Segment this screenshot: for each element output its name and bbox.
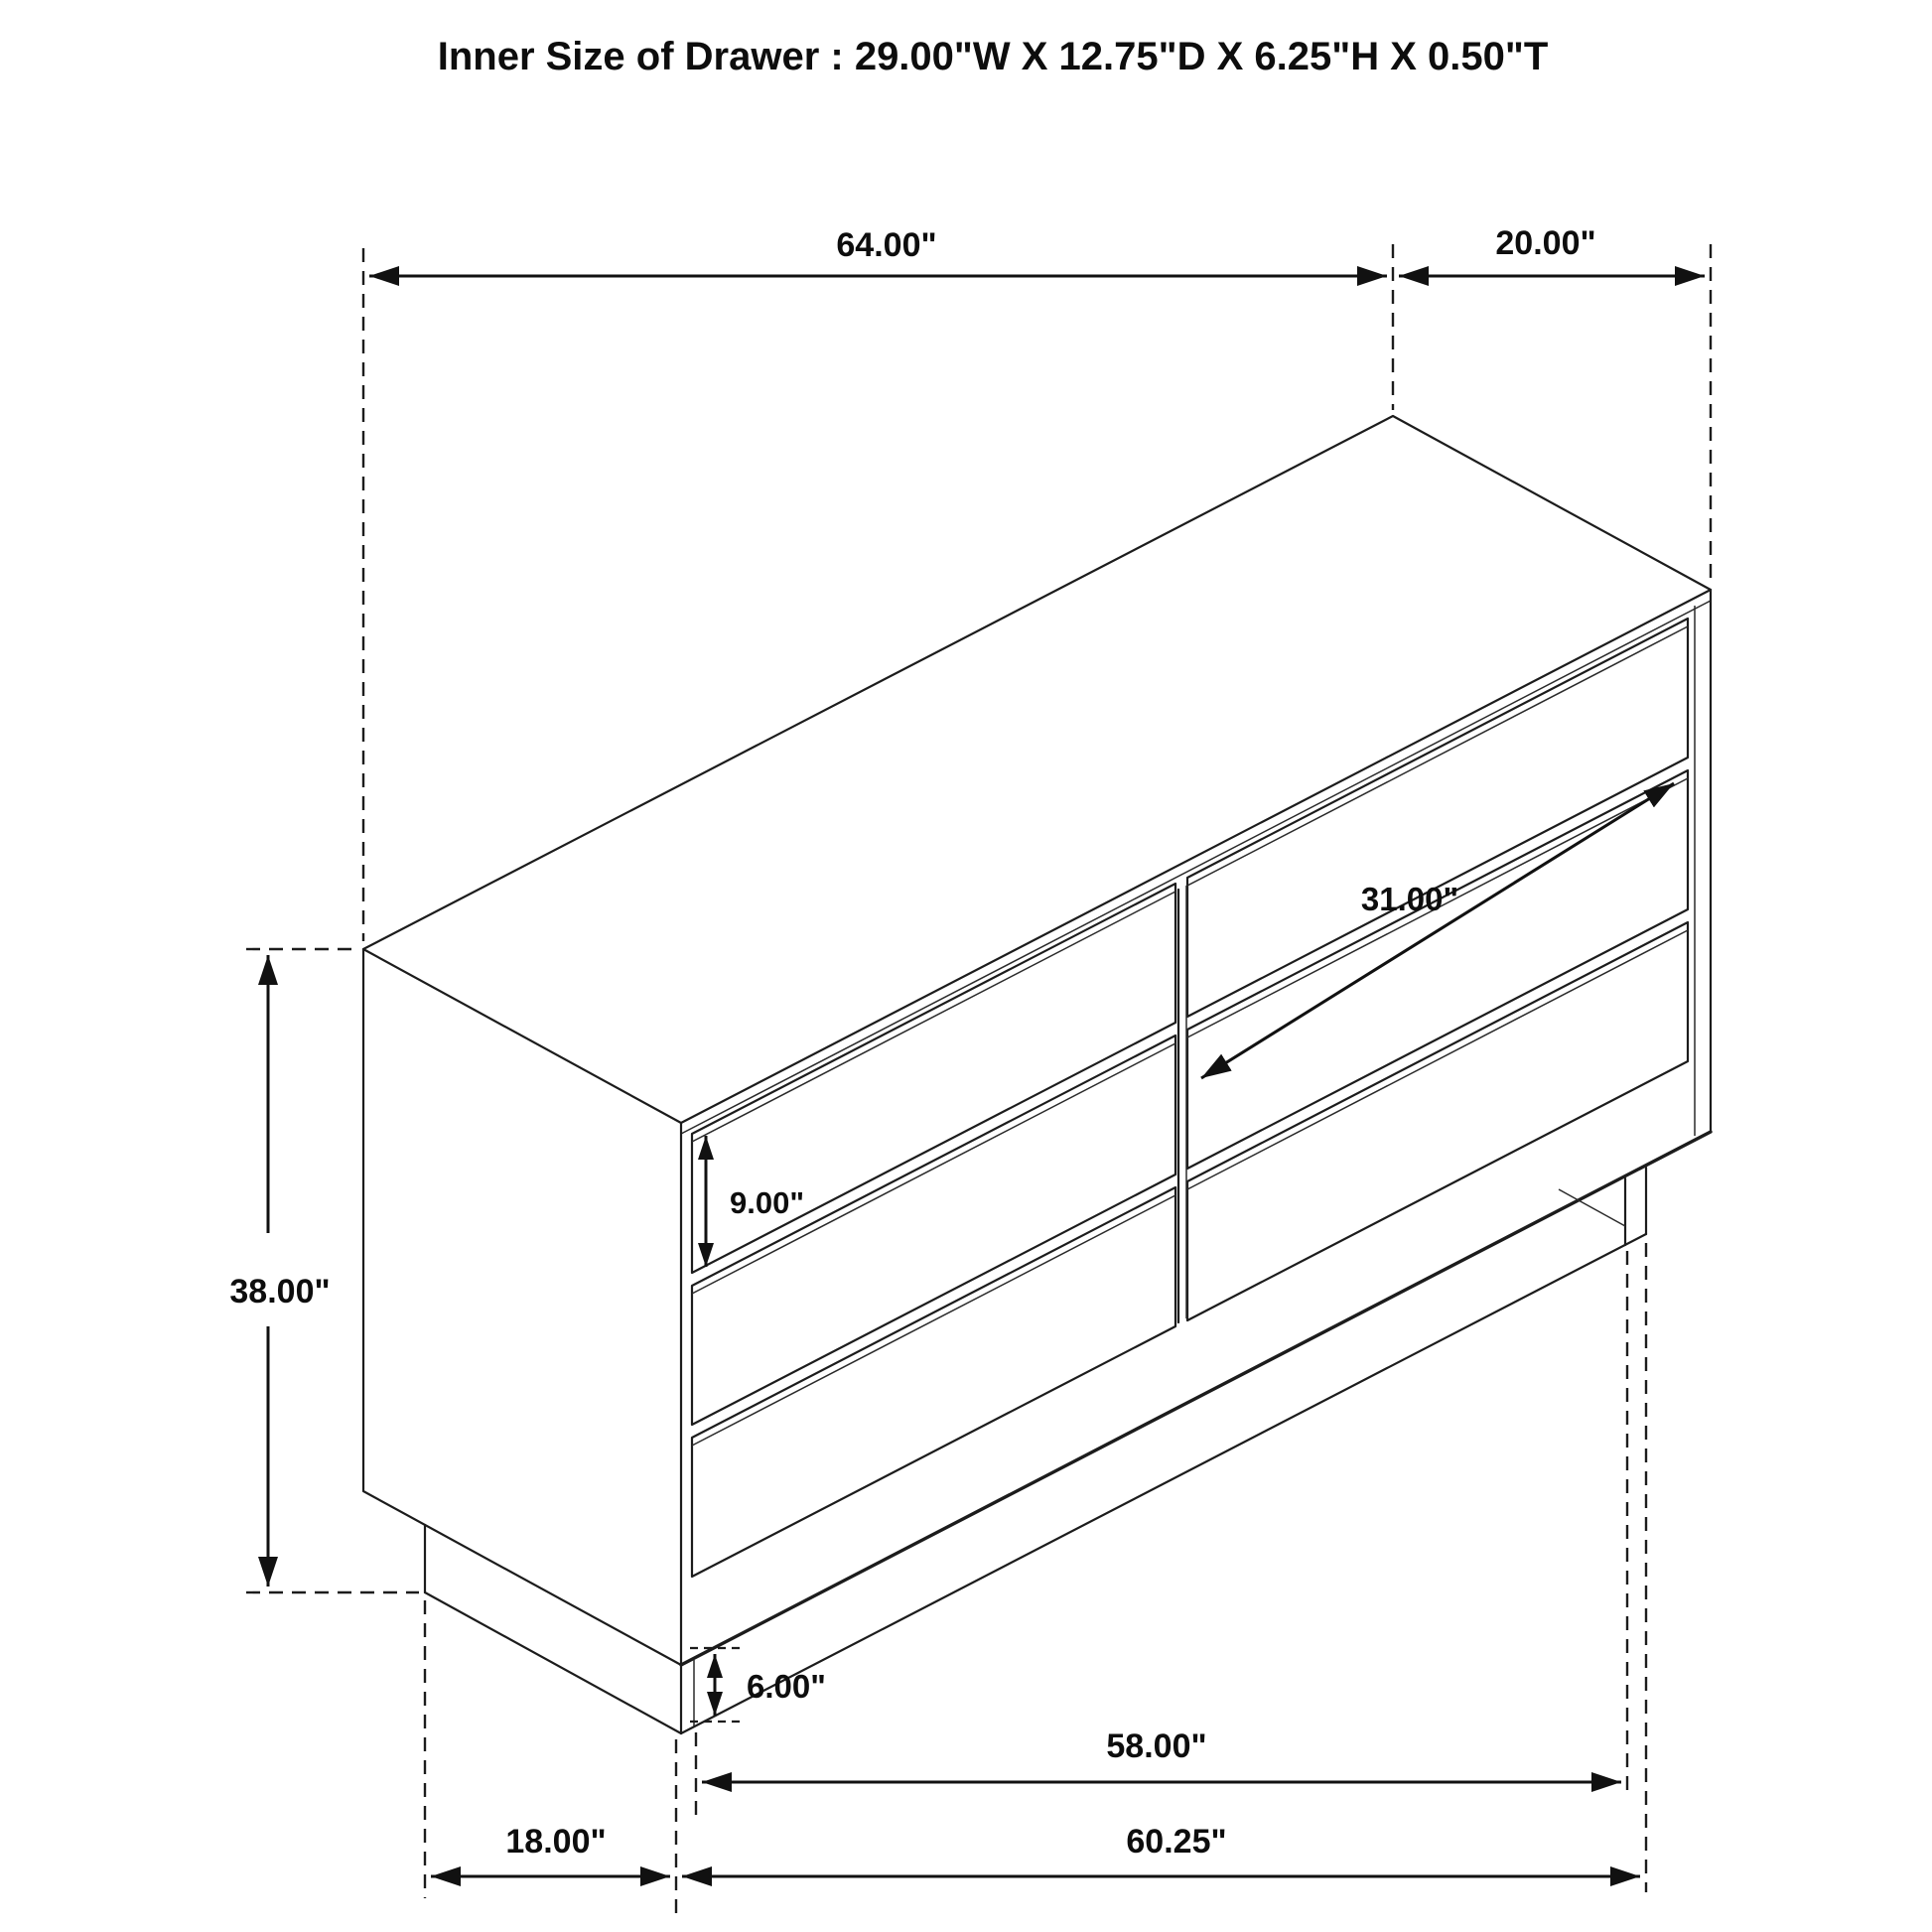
dim-label-depth-20: 20.00" xyxy=(1495,224,1596,262)
drawer-right-bottom xyxy=(1187,922,1688,1320)
drawer-left-bottom-bevel xyxy=(692,1195,1175,1446)
drawer-fronts xyxy=(692,619,1688,1577)
dim-label-height-38: 38.00" xyxy=(229,1273,331,1311)
dim-label-base-inner-58: 58.00" xyxy=(1106,1727,1207,1765)
drawer-left-middle-bevel xyxy=(692,1043,1175,1294)
drawer-left-bottom xyxy=(692,1187,1175,1577)
plinth-left-bottom-edge xyxy=(425,1592,681,1733)
dim-label-drawer-height-9: 9.00" xyxy=(730,1185,805,1220)
cabinet-outline xyxy=(363,416,1711,1665)
drawer-left-top-bevel xyxy=(692,892,1175,1142)
diagram-title: Inner Size of Drawer : 29.00"W X 12.75"D X 6.25"H X 0.50"T xyxy=(437,35,1549,78)
dim-label-drawer-width-31: 31.00" xyxy=(1360,881,1459,917)
cabinet-top-thickness-line xyxy=(681,601,1711,1134)
dimension-lines xyxy=(268,276,1705,1876)
dim-label-base-height-6: 6.00" xyxy=(747,1668,826,1705)
cabinet-top-face xyxy=(363,416,1711,1123)
drawer-right-top-bevel xyxy=(1187,626,1688,886)
dim-label-base-side-18: 18.00" xyxy=(505,1823,607,1861)
dim-label-width-64: 64.00" xyxy=(836,226,937,264)
drawer-right-bottom-bevel xyxy=(1187,930,1688,1189)
cabinet-left-face xyxy=(363,949,681,1665)
extension-lines xyxy=(246,244,1711,1920)
dim-label-base-outer-60: 60.25" xyxy=(1126,1823,1227,1861)
plinth-front-bottom-edge xyxy=(681,1234,1646,1733)
labels xyxy=(229,35,1595,1861)
drawer-left-middle xyxy=(692,1035,1175,1425)
base-plinth xyxy=(425,1168,1646,1733)
